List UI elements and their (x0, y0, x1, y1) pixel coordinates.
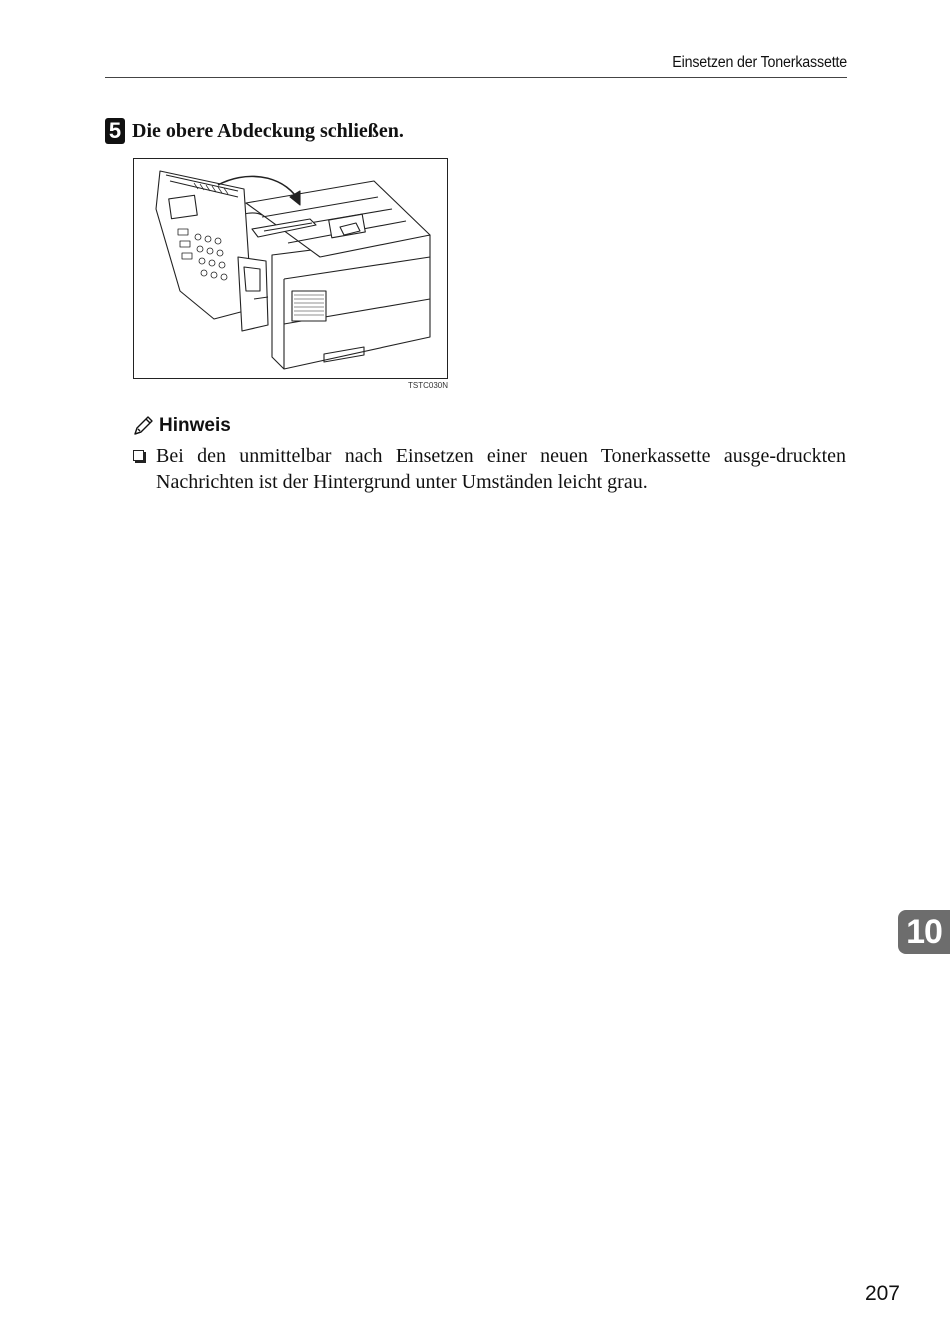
pencil-icon (132, 415, 154, 437)
step-number-badge: 5 (105, 118, 125, 144)
step-text: Die obere Abdeckung schließen. (132, 119, 404, 142)
figure-code: TSTC030N (407, 381, 448, 390)
fax-machine-drawing (134, 159, 446, 377)
step-heading (105, 116, 404, 146)
note-item-text: Bei den unmittelbar nach Einsetzen einer neuen Tonerkassette ausge-druckten Nachrichten ist der Hintergrund unter Umständen leicht grau. (156, 445, 846, 493)
checkbox-bullet-icon (133, 450, 144, 461)
note-title: Hinweis (159, 415, 231, 436)
chapter-tab: 10 (898, 910, 950, 954)
note-item (133, 443, 847, 495)
header-rule (105, 77, 847, 78)
page-number: 207 (864, 1282, 900, 1305)
running-header: Einsetzen der Tonerkassette (672, 54, 847, 71)
fax-machine-illustration (133, 158, 448, 379)
note-heading (132, 414, 231, 438)
